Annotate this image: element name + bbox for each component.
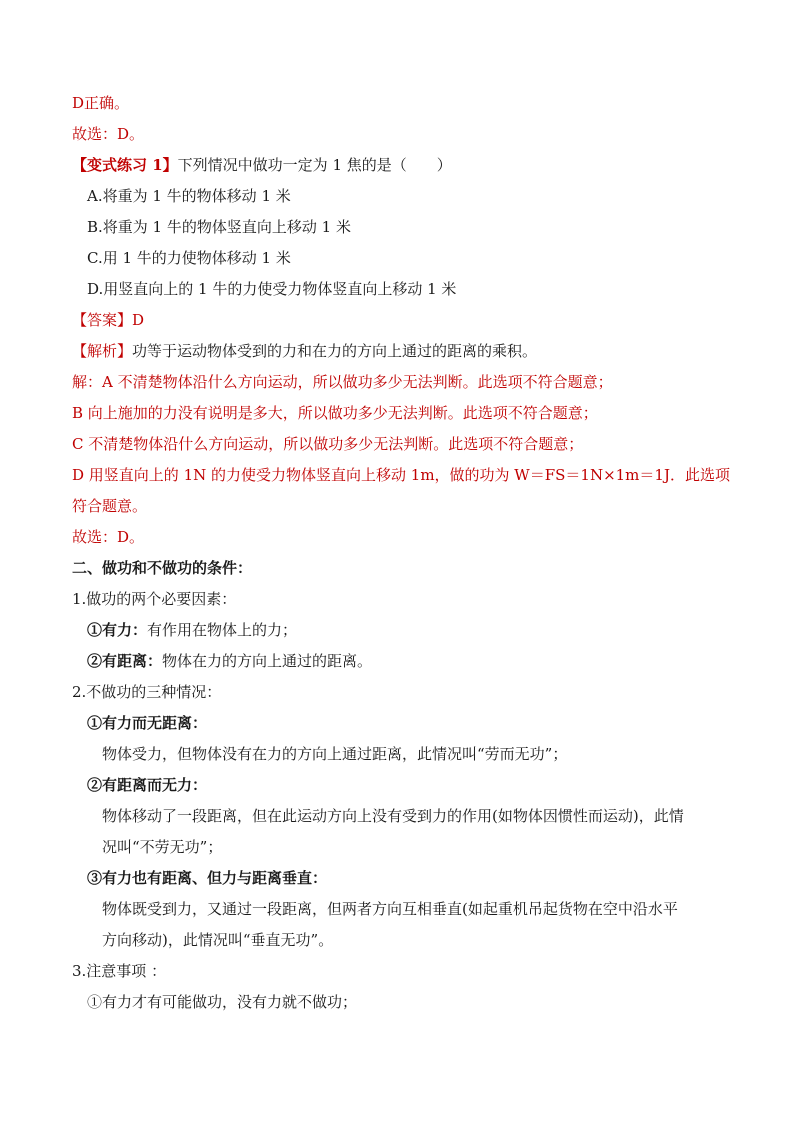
analysis-line	[72, 336, 732, 367]
solution-c: C 不清楚物体沿什么方向运动，所以做功多少无法判断。此选项不符合题意；	[72, 435, 584, 453]
point-2b-text-1: 物体移动了一段距离，但在此运动方向上没有受到力的作用(如物体因惯性而运动)，此情	[102, 807, 684, 825]
analysis-tag: 【解析】	[72, 342, 133, 360]
solution-b: B 向上施加的力没有说明是多大，所以做功多少无法判断。此选项不符合题意；	[72, 404, 598, 422]
solution-choose: 故选：D。	[72, 528, 145, 546]
section-2-heading: 二、做功和不做功的条件：	[72, 559, 253, 577]
line-choose-d: 故选：D。	[72, 125, 145, 143]
point-2b-label: ②有距离而无力：	[87, 776, 208, 794]
option-d: D.用竖直向上的 1 牛的力使受力物体竖直向上移动 1 米	[87, 280, 457, 298]
solution-d-2: 符合题意。	[72, 497, 148, 515]
line-d-correct: D正确。	[72, 94, 130, 112]
point-1a-text: 有作用在物体上的力；	[147, 621, 298, 639]
exercise-tag: 【变式练习 1】	[72, 156, 178, 174]
point-3: 3.注意事项 ：	[72, 962, 167, 980]
analysis-text: 功等于运动物体受到的力和在力的方向上通过的距离的乘积。	[132, 342, 538, 360]
point-1b	[72, 646, 732, 677]
point-1a-label: ①有力：	[87, 621, 148, 639]
point-2c-text-1: 物体既受到力，又通过一段距离，但两者方向互相垂直(如起重机吊起货物在空中沿水平	[102, 900, 678, 918]
point-2b-text-2: 况叫“不劳无功”；	[102, 838, 223, 856]
point-2c-label: ③有力也有距离、但力与距离垂直：	[87, 869, 328, 887]
solution-d-1: D 用竖直向上的 1N 的力使受力物体竖直向上移动 1m，做的功为 W＝FS＝1N×1m＝1J．此选项	[72, 466, 730, 484]
point-1: 1.做功的两个必要因素：	[72, 590, 237, 608]
answer-tag: 【答案】	[72, 311, 133, 329]
point-1a	[72, 615, 732, 646]
point-1b-label: ②有距离：	[87, 652, 163, 670]
option-a: A.将重为 1 牛的物体移动 1 米	[87, 187, 291, 205]
answer-line	[72, 305, 732, 336]
point-2c-text-2: 方向移动)，此情况叫“垂直无功”。	[102, 931, 334, 949]
answer-value: D	[132, 311, 145, 329]
option-c: C.用 1 牛的力使物体移动 1 米	[87, 249, 291, 267]
point-2a-label: ①有力而无距离：	[87, 714, 208, 732]
point-1b-text: 物体在力的方向上通过的距离。	[162, 652, 373, 670]
exercise-question	[72, 150, 732, 181]
option-b: B.将重为 1 牛的物体竖直向上移动 1 米	[87, 218, 351, 236]
exercise-text: 下列情况中做功一定为 1 焦的是（ ）	[177, 156, 452, 174]
point-2: 2.不做功的三种情况：	[72, 683, 222, 701]
solution-a: 解：A 不清楚物体沿什么方向运动，所以做功多少无法判断。此选项不符合题意；	[72, 373, 613, 391]
point-2a-text: 物体受力，但物体没有在力的方向上通过距离，此情况叫“劳而无功”；	[102, 745, 568, 763]
point-3a: ①有力才有可能做功，没有力就不做功；	[87, 993, 358, 1011]
document-page	[72, 88, 732, 1018]
